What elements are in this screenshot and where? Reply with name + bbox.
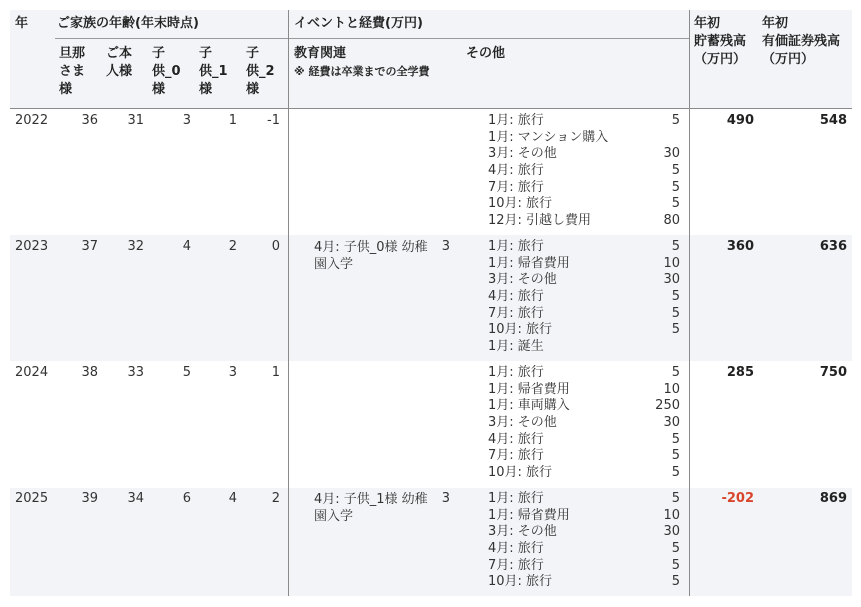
- list-item: [488, 415, 680, 432]
- row-year: 2022: [15, 113, 49, 128]
- row-age: 37: [81, 239, 98, 254]
- list-item: [488, 491, 680, 508]
- event-amount: 10: [663, 507, 680, 523]
- header-savings: 年初 貯蓄残高 （万円）: [694, 16, 747, 67]
- row-other-events: [488, 365, 680, 482]
- event-amount: 5: [671, 574, 680, 590]
- event-label: 4月: 旅行: [488, 541, 544, 557]
- list-item: [488, 322, 680, 339]
- event-label: 7月: 旅行: [488, 448, 544, 464]
- row-age: 2: [271, 491, 280, 506]
- header-other: その他: [466, 46, 506, 61]
- event-label: 10月: 旅行: [488, 196, 553, 212]
- row-savings: 490: [726, 113, 754, 128]
- row-securities: 750: [819, 365, 847, 380]
- event-amount: 30: [663, 146, 680, 162]
- header-age-2: 子 供_0 様: [152, 46, 181, 97]
- header-age-0: 旦那 さま 様: [59, 46, 86, 97]
- list-item: [488, 558, 680, 575]
- row-age: 36: [81, 113, 98, 128]
- header-securities: 年初 有価証券残高 （万円）: [762, 16, 841, 67]
- event-label: 10月: 旅行: [488, 322, 553, 338]
- list-item: [488, 163, 680, 180]
- event-amount: 10: [663, 381, 680, 397]
- event-label: 10月: 旅行: [488, 574, 553, 590]
- row-securities: 548: [819, 113, 847, 128]
- row-age: 2: [228, 239, 237, 254]
- event-label: 7月: 旅行: [488, 179, 544, 195]
- row-other-events: [488, 239, 680, 356]
- event-amount: 250: [655, 398, 680, 414]
- list-item: [488, 196, 680, 213]
- event-label: 1月: 帰省費用: [488, 507, 570, 523]
- event-label: 3月: その他: [488, 415, 557, 431]
- row-age: 38: [81, 365, 98, 380]
- row-other-events: [488, 113, 680, 230]
- list-item: [488, 213, 680, 230]
- header-education-note: ※ 経費は卒業までの全学費: [294, 65, 430, 78]
- row-securities: 636: [819, 239, 847, 254]
- row-education-event: 4月: 子供_1様 幼稚園入学: [314, 492, 428, 524]
- list-item: [488, 239, 680, 256]
- list-item: [488, 465, 680, 482]
- event-label: 12月: 引越し費用: [488, 213, 592, 229]
- row-age: 4: [228, 491, 237, 506]
- row-age: 3: [182, 113, 191, 128]
- list-item: [488, 432, 680, 449]
- list-item: [488, 289, 680, 306]
- column-divider-events: [288, 10, 289, 596]
- list-item: [488, 524, 680, 541]
- row-securities: 869: [819, 491, 847, 506]
- event-label: 1月: 旅行: [488, 491, 544, 506]
- column-divider-balances: [689, 10, 690, 596]
- row-savings: 360: [726, 239, 754, 254]
- row-year: 2023: [15, 239, 49, 254]
- row-age: 3: [228, 365, 237, 380]
- row-age: 32: [127, 239, 144, 254]
- event-label: 3月: その他: [488, 524, 557, 540]
- list-item: [488, 256, 680, 273]
- row-age: 6: [182, 491, 191, 506]
- event-label: 4月: 旅行: [488, 431, 544, 447]
- row-education-cost: 3: [441, 491, 450, 506]
- event-label: 1月: 旅行: [488, 239, 544, 254]
- header-year: 年: [15, 16, 29, 31]
- list-item: [488, 508, 680, 525]
- event-amount: 30: [663, 524, 680, 540]
- event-label: 1月: マンション購入: [488, 129, 609, 145]
- list-item: [488, 574, 680, 591]
- header-ages-group: ご家族の年齢(年末時点): [57, 16, 199, 31]
- event-amount: 5: [671, 491, 680, 506]
- row-year: 2024: [15, 365, 49, 380]
- row-age: 0: [271, 239, 280, 254]
- event-amount: 30: [663, 272, 680, 288]
- header-events-group: イベントと経費(万円): [294, 16, 423, 31]
- event-amount: 10: [663, 255, 680, 271]
- event-label: 7月: 旅行: [488, 557, 544, 573]
- row-age: 5: [182, 365, 191, 380]
- list-item: [488, 382, 680, 399]
- event-amount: 5: [671, 305, 680, 321]
- list-item: [488, 398, 680, 415]
- event-amount: 5: [671, 239, 680, 254]
- event-label: 4月: 旅行: [488, 289, 544, 305]
- list-item: [488, 541, 680, 558]
- header-age-3: 子 供_1 様: [199, 46, 228, 97]
- row-other-events: [488, 491, 680, 591]
- row-age: 1: [228, 113, 237, 128]
- list-item: [488, 180, 680, 197]
- event-label: 1月: 旅行: [488, 365, 544, 380]
- row-education-event: 4月: 子供_0様 幼稚園入学: [314, 240, 428, 272]
- row-year: 2025: [15, 491, 49, 506]
- row-age: 33: [127, 365, 144, 380]
- header-education: 教育関連: [294, 46, 347, 61]
- event-label: 1月: 旅行: [488, 113, 544, 128]
- list-item: [488, 448, 680, 465]
- event-amount: 5: [671, 163, 680, 179]
- event-amount: 5: [671, 179, 680, 195]
- event-label: 1月: 帰省費用: [488, 381, 570, 397]
- row-savings: 285: [726, 365, 754, 380]
- list-item: [488, 306, 680, 323]
- event-label: 4月: 旅行: [488, 163, 544, 179]
- list-item: [488, 146, 680, 163]
- event-amount: 30: [663, 415, 680, 431]
- header-age-1: ご本 人様: [106, 46, 133, 79]
- event-amount: 5: [671, 289, 680, 305]
- header-group-divider: [55, 38, 690, 39]
- event-label: 3月: その他: [488, 272, 557, 288]
- event-label: 1月: 誕生: [488, 339, 544, 355]
- event-amount: 5: [671, 465, 680, 481]
- event-amount: 5: [671, 541, 680, 557]
- row-age: 4: [182, 239, 191, 254]
- event-amount: 5: [671, 448, 680, 464]
- event-amount: 5: [671, 557, 680, 573]
- list-item: [488, 130, 680, 147]
- list-item: [488, 272, 680, 289]
- row-age: 1: [271, 365, 280, 380]
- event-amount: 5: [671, 322, 680, 338]
- event-label: 1月: 帰省費用: [488, 255, 570, 271]
- event-label: 1月: 車両購入: [488, 398, 570, 414]
- row-age: 31: [127, 113, 144, 128]
- event-amount: 5: [671, 113, 680, 128]
- event-label: 7月: 旅行: [488, 305, 544, 321]
- row-age: 39: [81, 491, 98, 506]
- list-item: [488, 113, 680, 130]
- list-item: [488, 365, 680, 382]
- event-amount: 5: [671, 431, 680, 447]
- event-label: 3月: その他: [488, 146, 557, 162]
- event-amount: 5: [671, 196, 680, 212]
- event-label: 10月: 旅行: [488, 465, 553, 481]
- header-age-4: 子 供_2 様: [246, 46, 275, 97]
- row-savings: -202: [721, 491, 754, 506]
- event-amount: 80: [663, 213, 680, 229]
- event-amount: 5: [671, 365, 680, 380]
- row-age: 34: [127, 491, 144, 506]
- row-education-cost: 3: [441, 239, 450, 254]
- row-age: -1: [267, 113, 280, 128]
- list-item: [488, 339, 680, 356]
